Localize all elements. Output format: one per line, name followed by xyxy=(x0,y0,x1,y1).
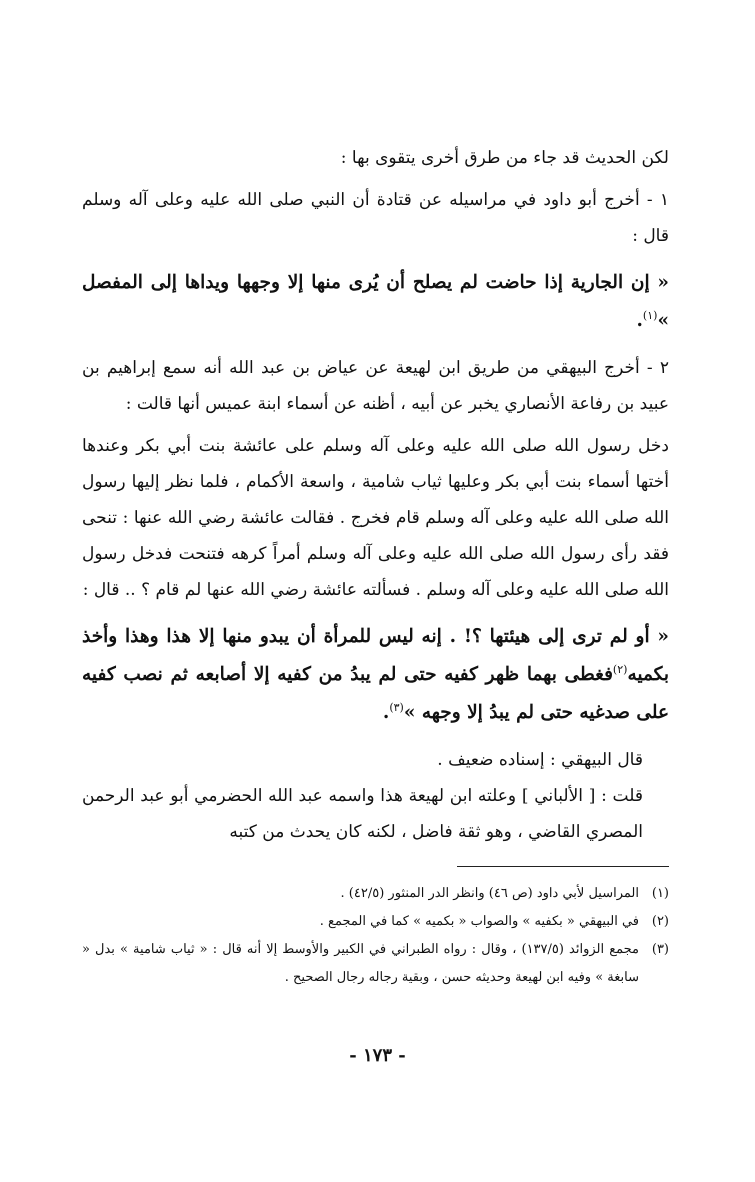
hadith-2-end: . xyxy=(382,702,390,723)
hadith-1 xyxy=(82,264,669,340)
footnote-ref-3[interactable]: (٣) xyxy=(389,700,404,714)
item-1-text: ١ - أخرج أبو داود في مراسيله عن قتادة أن النبي صلى الله عليه وعلى آله وسلم قال : xyxy=(82,190,669,246)
page-number: - ١٧٣ - xyxy=(349,1045,406,1066)
footnote-2-number: (٢) xyxy=(651,914,669,929)
footnote-ref-2[interactable]: (٢) xyxy=(612,662,628,676)
bayhaqi-line: قال البيهقي : إسناده ضعيف . xyxy=(437,750,643,770)
footnote-1-text: المراسيل لأبي داود (ص ٤٦) وانظر الدر المنثور (٤٢/٥) . xyxy=(340,886,639,901)
hadith-1-text: « إن الجارية إذا حاضت لم يصلح أن يُرى منها إلا وجهها ويداها إلى المفصل » xyxy=(82,272,669,331)
hadith-1-end: . xyxy=(636,310,643,331)
footnote-1-number: (١) xyxy=(651,886,669,901)
footnote-ref-1[interactable]: (١) xyxy=(642,308,658,322)
narration: دخل رسول الله صلى الله عليه وعلى آله وسلم على عائشة بنت أبي بكر وعندها أختها أسماء بنت أبي بكر وعليها ثياب شامية ، واسعة الأكمام ، فلما نظر إليها رسول الله صلى الله عليه وعلى آله وسلم قام فخرج . فقالت عائشة رضي الله عنها : تنحى فقد رأى رسول الله صلى الله عليه وعلى آله وسلم أمراً كرهه فتنحت فدخل رسول الله صلى الله عليه وعلى آله وسلم . فسألته عائشة رضي الله عنها لم قام ؟ .. قال : xyxy=(82,436,669,600)
hadith-2-text-a: « أو لم ترى إلى هيئتها ؟! . إنه ليس للمرأة أن يبدو منها إلا هذا وهذا وأخذ بكميه xyxy=(82,626,669,685)
footnote-2-text: في البيهقي « بكفيه » والصواب « بكميه » كما في المجمع . xyxy=(319,914,639,929)
footnote-divider xyxy=(457,866,669,867)
footnote-1 xyxy=(82,880,669,908)
main-text xyxy=(82,140,669,850)
footnote-3 xyxy=(82,936,669,992)
footnotes xyxy=(82,880,669,992)
footnote-3-text: مجمع الزوائد (١٣٧/٥) ، وقال : رواه الطبراني في الكبير والأوسط إلا أنه قال : « ثياب شامية » بدل « سابغة » وفيه ابن لهيعة وحديثه حسن ، وبقية رجاله رجال الصحيح . xyxy=(82,942,639,985)
hadith-2-text-b: فغطى بهما ظهر كفيه حتى لم يبدُ من كفيه إلا أصابعه ثم نصب كفيه على صدغيه حتى لم يبدُ إلا وجهه » xyxy=(82,664,669,723)
footnote-3-number: (٣) xyxy=(651,942,669,957)
hadith-2 xyxy=(82,618,669,732)
intro-line: لكن الحديث قد جاء من طرق أخرى يتقوى بها : xyxy=(340,148,669,168)
item-2-text: ٢ - أخرج البيهقي من طريق ابن لهيعة عن عياض بن عبد الله أنه سمع إبراهيم بن عبيد بن رفاعة الأنصاري يخبر عن أبيه ، أظنه عن أسماء ابنة عميس أنها قالت : xyxy=(82,358,669,414)
footnote-2 xyxy=(82,908,669,936)
albani-paragraph: قلت : [ الألباني ] وعلته ابن لهيعة هذا واسمه عبد الله الحضرمي أبو عبد الرحمن المصري القاضي ، وهو ثقة فاضل ، لكنه كان يحدث من كتبه xyxy=(82,786,643,842)
